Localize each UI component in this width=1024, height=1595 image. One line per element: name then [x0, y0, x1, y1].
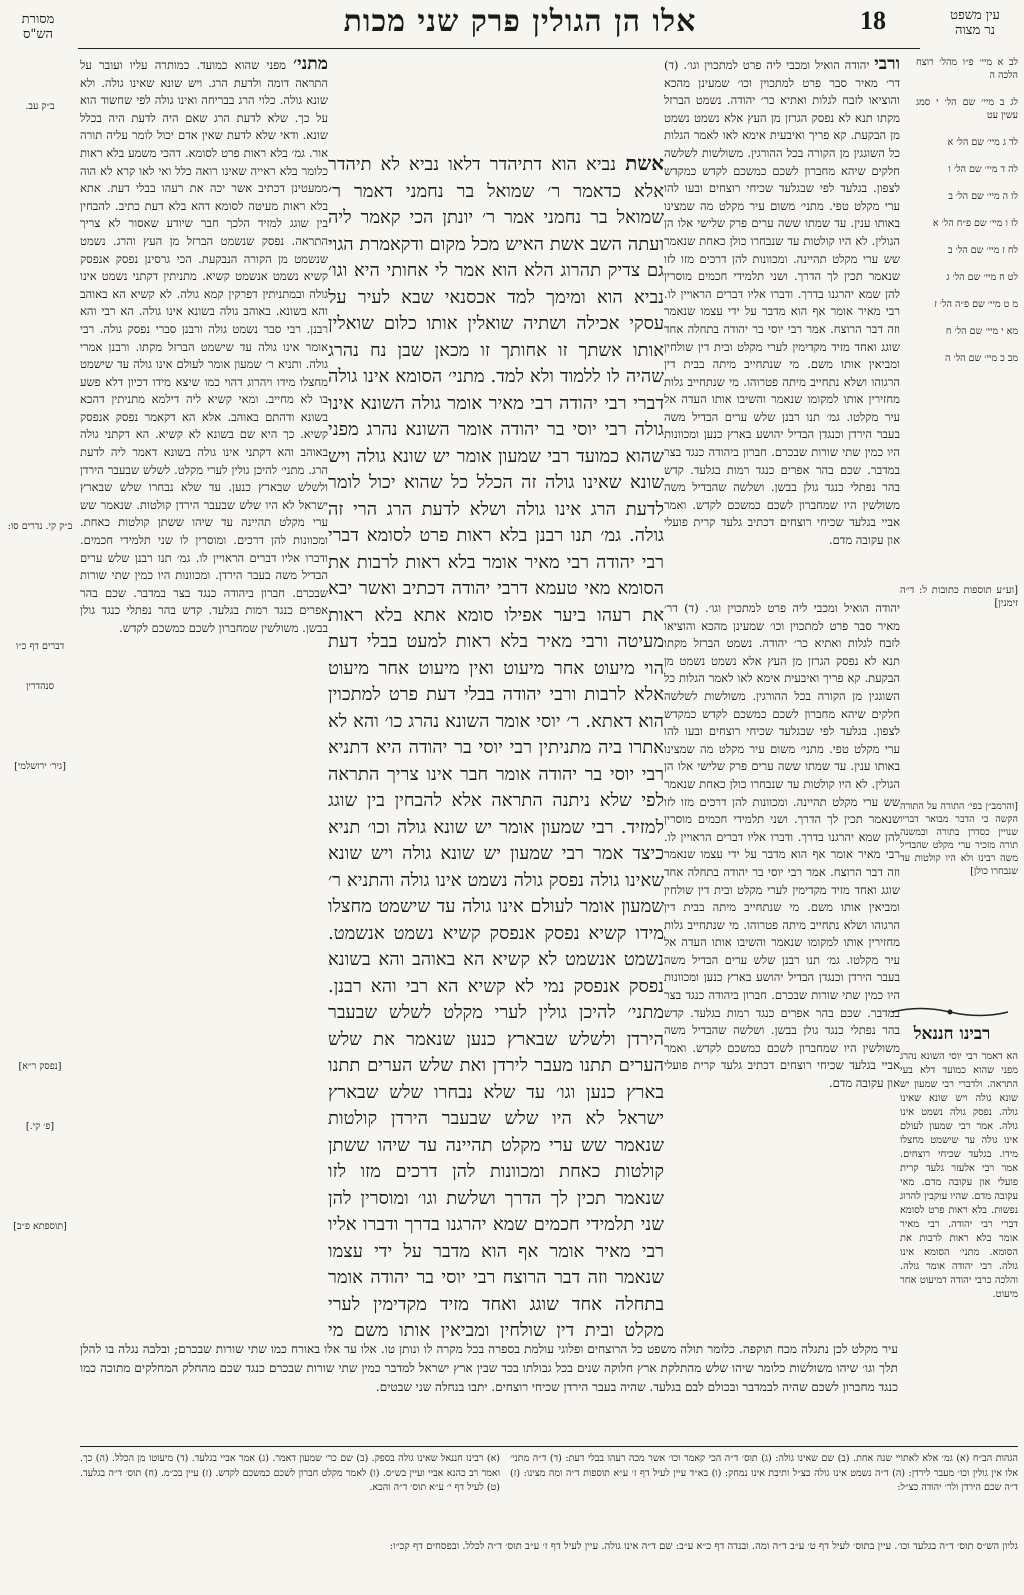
- ein-mishpat-margin: [916, 56, 1018, 576]
- masoret-hashas-label: מסורת הש"ס: [21, 12, 55, 42]
- rabbenu-chananel-text: הא דאמר רבי יוסי השונא נהרג מפני שהוא כמועד דלא בעי התראה. ולדברי רבי שמעון יש שונא גולה ויש שונא שאינו גולה. נפסק גולה נשמט אינו גולה. אמר רבי שמעון לעולם אינו גולה עד שישמט מחצלו מידו. בגלעד שכיחי רוצחים. אמר רבי אלעזר גלעד קרית פועלי און עקובה מדם. מאי עקובה מדם. שהיו עוקבין להרוג נפשות. בלא ראות פרט לסומא דברי רבי יהודה. רבי מאיר אומר בלא ראות לרבות את הסומא. מתני׳ הסומא אינו גולה. רבי יהודה אומר גולה. והלכה כרבי יהודה דמיעוט אחר מיעוט.: [900, 1051, 1018, 1300]
- ein-mishpat-entry: מא י מיי׳ שם הל׳ ח: [945, 326, 1018, 337]
- ein-mishpat-entry: לז ו מיי׳ שם פ״ח הל׳ א: [932, 218, 1018, 229]
- ein-mishpat-entry: לג ב מיי׳ שם הל׳ י סמג עשין עט: [916, 97, 1018, 121]
- masoret-ref: סנהדרין: [25, 681, 55, 692]
- page-title: אלו הן הגולין פרק שני מכות: [343, 4, 697, 39]
- header-rule: [78, 48, 920, 49]
- gemara-main-text: [328, 150, 664, 1338]
- rashi-text-continued: יהודה הואיל ומכבי ליה פרט למתכוין וגו׳. (ד) דר׳ מאיר סבר פרט למתכוין וכו׳ שמעינן מהכא והוציאו לזבח לגלות ואתיא כר׳ יהודה. נשמט הברזל מקתו תנא לא נפסק הגרזן מן העץ אלא נשמט נשמט מן הבקעת. קא פריך ואיבעית אימא לאו לאמר הגלות כל השוגגין מן הקורה בכל ההורגין. משולשות לשלשה חלקים שיהא מחברון לשכם כמשכם לקדש כמקדש לצפון. בגלעד לפי שבגלעד שכיחי רוצחים ובעו להו ערי מקלט טפי. מתני׳ משום עיר מקלט מה שמצינו באותו ענין. עד שמתו ששה ערים פרק שלישי אלו הן הגולין. לא היו קולטות עד שנבחרו כולן כאחת שנאמר שש ערי מקלט תהיינה. ומכוונות להן דרכים מזו לזו שנאמר תכין לך הדרך. ושני תלמידי חכמים מוסרין להן שמא יהרגנו בדרך. ודברו אליו דברים הראויין לו. רבי מאיר אומר אף הוא מדבר על ידי עצמו שנאמר וזה דבר הרוצח. אמר רבי יוסי בר יהודה בתחלה אחד שוגג ואחד מזיד מקדימין לערי מקלט ובית דין שולחין ומביאין אותו משם. מי שנתחייב מיתה בבית דין הרגוהו ושלא נתחייב מיתה פטרוהו. מי שנתחייב גלות מחזירין אותו למקומו שנאמר והשיבו אותו העדה אל עיר מקלטו. גמ׳ תנו רבנן שלש ערים הבדיל משה בעבר הירדן וכנגדן הבדיל יהושע בארץ כנען ומכוונות היו כמין שתי שורות שבכרם. חברון ביהודה כנגד בצר במדבר. שכם בהר אפרים כנגד רמות בגלעד. קדש בהר נפתלי כנגד גולן בבשן. ושלשה שהבדיל משה משולשין היו שמחברון לשכם כמשכם לקדש. ואמר אביי בגלעד שכיחי רוצחים דכתיב גלעד קרית פועלי און עקובה מדם.: [664, 601, 900, 1091]
- footnote-left: (א) רבינו חננאל שאינו גולה בספק. (ב) שם כר׳ שמעון דאמר. (ג) אמר אביי בגלעד. (ד) מיעוטו מן הכלל. (ה) כך. ואמר רב כהנא אביי ועיין בש״ס. (ו) לאמר מקלט חברון לשכם כמשכם לקדש. (ז) עיין בכ״מ. (ח) תוס׳ ד״ה בגלעד. (ט) לעיל דף י׳ ע״א תוס׳ ד״ה והכא.: [80, 1453, 500, 1493]
- right-note-1: [וע״ע תוספות כתובות ל: ד״ה זימנין]: [900, 585, 1018, 609]
- ein-mishpat-entry: מב כ מיי׳ שם הל׳ ה: [945, 353, 1018, 364]
- ein-mishpat-entry: לה ד מיי׳ שם הל׳ ו: [948, 164, 1018, 175]
- rashi-column-continued: [664, 600, 900, 1340]
- tosafot-lead-word: מתני׳: [293, 56, 328, 74]
- masoret-ref: ב״ק קי. נדרים סו:: [7, 521, 73, 532]
- gemara-footer-commentary: עיר מקלט לכן נתגלה מכח תוקפה. כלומר תולה משפט כל הרוצחים ופלוגי עולמת בספרה בכל מקרה לו ונותן טו. אלו עד אלו באורח כמו שתי שורות שבכרם; ובלבה נגלה בו להלן תלך וגו׳ שיהו משולשות כלומר שיהו שלש מהתלקת ארץ חלוקה שנים בכל גבולתו בכד שבין ארץ ישראל למדבר כמין שתי שורות שבכרם כנגד שכם מהחלק המחלקים מתוכה כמו כנגד מחברון לשכם שהיה לבמדבר ובכולם לבם בגלעד. שהיה בעבר הירדן שכיחי רוצחים. יתבו בנחלה שני שבטים.: [80, 1342, 898, 1394]
- tosafot-column: [80, 56, 328, 1338]
- ein-mishpat-entry: לח ז מיי׳ שם הל׳ ב: [948, 245, 1018, 256]
- rashi-lead-word: ורבי: [874, 56, 900, 74]
- ein-mishpat-entry: לו ה מיי׳ שם הל׳ ב: [948, 191, 1018, 202]
- ein-mishpat-entry: לב א מיי׳ פ״ו מהל׳ רוצח הלכה ה: [916, 57, 1018, 81]
- rashi-column: [664, 56, 900, 596]
- ornament-divider: [890, 1005, 1010, 1019]
- masoret-ref: [גיר׳ ירושלמי]: [14, 761, 66, 772]
- gemara-lead-word: אשת: [625, 151, 664, 175]
- page-number: 18: [860, 6, 886, 35]
- ein-mishpat-label: עין משפט נר מצוה: [950, 8, 1000, 38]
- page-header: [0, 0, 1024, 50]
- right-note-2: [והרמב״ן בפי׳ התורה על התורה הקשה כי הדבר מבואר דבריו שנויין כסדרן בתורה ובמשנה תורה מזכיר ערי מקלט שהבדיל משה רבינו ולא היו קולטות עד שנבחרו כולן]: [900, 801, 1018, 877]
- masoret-ref: [פ׳ קי.]: [25, 1121, 55, 1132]
- rabbenu-chananel-title: רבינו חננאל: [913, 1024, 991, 1044]
- masoret-ref: [נפסק ר״א]: [18, 1061, 62, 1072]
- gemara-text: נביא הוא דתיהדר דלאו נביא לא תיהדר אלא כדאמר ר׳ שמואל בר נחמני דאמר ר׳ שמואל בר נחמני אמר ר׳ יונתן הכי קאמר ליה ועתה השב אשת האיש מכל מקום ודקאמרת הגוי גם צדיק תהרוג הלא הוא אמר לי אחותי היא וגו׳ נביא הוא ומימך למד אכסנאי שבא לעיר על עסקי אכילה ושתיה שואלין אותו כלום שואלין אותו אשתך זו אחותך זו מכאן שבן נח נהרג שהיה לו ללמוד ולא למד. מתני׳ הסומא אינו גולה דברי רבי יהודה רבי מאיר אומר גולה השונא אינו גולה רבי יוסי בר יהודה אומר השונא נהרג מפני שהוא כמועד רבי שמעון אומר יש שונא גולה ויש שונא שאינו גולה זה הכלל כל שהוא יכול לומר לדעת הרג אינו גולה ושלא לדעת הרג הרי זה גולה. גמ׳ תנו רבנן בלא ראות פרט לסומא דברי רבי יהודה רבי מאיר אומר בלא ראות לרבות את הסומא מאי טעמא דרבי יהודה דכתיב ואשר יבא את רעהו ביער אפילו סומא אתא בלא ראות מעיטה ורבי מאיר בלא ראות למעט בבלי דעת הוי מיעוט אחר מיעוט ואין מיעוט אחר מיעוט אלא לרבות ורבי יהודה בבלי דעת פרט למתכוין הוא דאתא. ר׳ יוסי אומר השונא נהרג כו׳ והא לא אתרו ביה מתניתין רבי יוסי בר יהודה היא דתניא רבי יוסי בר יהודה אומר חבר אינו צריך התראה לפי שלא ניתנה התראה אלא להבחין בין שוגג למזיד. רבי שמעון אומר יש שונא גולה וכו׳ תניא כיצד אמר רבי שמעון יש שונא גולה ויש שונא שאינו גולה נפסק גולה נשמט אינו גולה והתניא ר׳ שמעון אומר לעולם אינו גולה עד שישמט מחצלו מידו קשיא נפסק אנפסק קשיא נשמט אנשמט. נשמט אנשמט לא קשיא הא באוהב והא בשונא נפסק אנפסק נמי לא קשיא הא רבי והא רבנן. מתני׳ להיכן גולין לערי מקלט לשלש שבעבר הירדן ולשלש שבארץ כנען שנאמר את שלש הערים תתנו מעבר לירדן ואת שלש הערים תתנו בארץ כנען וגו׳ עד שלא נבחרו שלש שבארץ ישראל לא היו שלש שבעבר הירדן קולטות שנאמר שש ערי מקלט תהיינה עד שיהו ששתן קולטות כאחת ומכוונות להן דרכים מזו לזו שנאמר תכין לך הדרך ושלשת וגו׳ ומוסרין להן שני תלמידי חכמים שמא יהרגנו בדרך ודברו אליו רבי מאיר אומר אף הוא מדבר על ידי עצמו שנאמר וזה דבר הרוצח רבי יוסי בר יהודה אומר בתחלה אחד שוגג ואחד מזיד מקדימין לערי מקלט ובית דין שולחין ומביאין אותו משם מי: [328, 154, 664, 1338]
- tosafot-text: מפני שהוא כמועד. כמותרה עליו ועובר על התראה דומה ולדעת הרג. ויש שונא שאינו גולה. ולא שונא גולה. כלוי הרג בבריחה ואינו גולה לפי שחשוד הוא על כך. שלא לדעת הרג שאם היה לדעת היה בכלל שונא. ודאי שלא לדעת שאין אדם יכול לומר עליה תורה אור. גמ׳ בלא ראות פרט לסומא. דהכי משמע בלא ראות כלומר בלא ראייה שאינו רואה כלל ואי לאו קרא לא הוה ממעטינן דכתיב אשר יכה את רעהו בבלי דעת. אתא בלא ראות מעיטה לסומא דהא בלא דעת כתיב. להבחין בין שוגג למזיד הלכך חבר שיודע שאסור לא צריך התראה. נפסק שנשמט הברזל מן העץ והרג. נשמט שנשמט מן הקורה הנבקעת. הכי גרסינן נפסק אנפסק קשיא נשמט אנשמט קשיא. מתניתין דקתני נשמט אינו גולה ובמתניתין דפרקין קמא גולה. לא קשיא הא באוהב והא בשונא. באוהב גולה בשונא אינו גולה. הא רבי והא רבנן. רבי סבר נשמט גולה ורבנן סברי נפסק גולה. רבי אומר אינו גולה עד שישמט הברזל מקתו. ורבנן אמרי גולה. ותניא ר׳ שמעון אומר לעולם אינו גולה עד שישמט מחצלו מידו ויהרוג דהוי כמו שיצא מידו דכיון דלא פשע בו לא מחייב. ומאי קשיא ליה דילמא מתניתין דהכא בשונא ודהתם באוהב. אלא הא דקאמר נפסק אנפסק קשיא. כך היא שם בשונא לא קשיא. הא דקתני גולה באוהב והא דקתני אינו גולה בשונא דאמר ליה לדעת הרג. מתני׳ להיכן גולין לערי מקלט. לשלש שבעבר הירדן ולשלש שבארץ כנען. עד שלא נבחרו שלש שבארץ ישראל לא היו שלש שבעבר הירדן קולטות. שנאמר שש ערי מקלט תהיינה עד שיהו ששתן קולטות כאחת. ומכוונות להן דרכים. ומוסרין לו שני תלמידי חכמים. ודברו אליו דברים הראויין לו. גמ׳ תנו רבנן שלש ערים הבדיל משה בעבר הירדן. ומכוונות היו כמין שתי שורות שבכרם. חברון ביהודה כנגד בצר במדבר. שכם בהר אפרים כנגד רמות בגלעד. קדש בהר נפתלי כנגד גולן בבשן. משולשין שמחברון לשכם כמשכם לקדש.: [80, 58, 328, 635]
- footer-rule: [80, 1446, 1018, 1447]
- masoret-hashas-margin: [4, 60, 76, 1340]
- masoret-ref: [תוספתא פ״ב]: [13, 1221, 67, 1232]
- rashi-text: יהודה הואיל ומכבי ליה פרט למתכוין וגו׳. (ד) דר׳ מאיר סבר פרט למתכוין וכו׳ שמעינן מהכא והוציאו לזבח לגלות ואתיא כר׳ יהודה. נשמט הברזל מקתו תנא לא נפסק הגרזן מן העץ אלא נשמט נשמט מן הבקעת. קא פריך ואיבעית אימא לאו לאמר הגלות כל השוגגין מן הקורה בכל ההורגין. משולשות לשלשה חלקים שיהא מחברון לשכם כמשכם לקדש כמקדש לצפון. בגלעד לפי שבגלעד שכיחי רוצחים ובעו להו ערי מקלט טפי. מתני׳ משום עיר מקלט מה שמצינו באותו ענין. עד שמתו ששה ערים פרק שלישי אלו הן הגולין. לא היו קולטות עד שנבחרו כולן כאחת שנאמר שש ערי מקלט תהיינה. ומכוונות להן דרכים מזו לזו שנאמר תכין לך הדרך. ושני תלמידי חכמים מוסרין להן שמא יהרגנו בדרך. ודברו אליו דברים הראויין לו. רבי מאיר אומר אף הוא מדבר על ידי עצמו שנאמר וזה דבר הרוצח. אמר רבי יוסי בר יהודה בתחלה אחד שוגג ואחד מזיד מקדימין לערי מקלט ובית דין שולחין ומביאין אותו משם. מי שנתחייב מיתה בבית דין הרגוהו ושלא נתחייב מיתה פטרוהו. מי שנתחייב גלות מחזירין אותו למקומו שנאמר והשיבו אותו העדה אל עיר מקלטו. גמ׳ תנו רבנן שלש ערים הבדיל משה בעבר הירדן וכנגדן הבדיל יהושע בארץ כנען ומכוונות היו כמין שתי שורות שבכרם. חברון ביהודה כנגד בצר במדבר. שכם בהר אפרים כנגד רמות בגלעד. קדש בהר נפתלי כנגד גולן בבשן. ושלשה שהבדיל משה משולשין היו שמחברון לשכם כמשכם לקדש. ואמר אביי בגלעד שכיחי רוצחים דכתיב גלעד קרית פועלי און עקובה מדם.: [664, 58, 900, 548]
- ein-mishpat-entry: לט ח מיי׳ שם הל׳ ג: [946, 272, 1018, 283]
- hagahot-habach: הגהות הב״ח (א) גמ׳ אלא לאתויי שנה אחת. (ב) שם שאינו גולה: (ג) תוס׳ ד״ה הכי קאמר וכו׳ אשר מכה רעהו בבלי דעת: (ד) ד״ה מתני׳ אלו אין גולין וכו׳ מעבר לירדן: (ה) ד״ה נשמט אינו גולה כצ״ל ותיבת אינו נמחק: (ו) בא״ד עיין לעיל דף ז׳ ע״א תוספות ד״ה ומה מצינו: (ז) ד״ה שכם הירדן ולר׳ יהודה כצ״ל:: [510, 1453, 1018, 1493]
- ein-mishpat-entry: לד ג מיי׳ שם הל׳ א: [947, 137, 1018, 148]
- gilyon-hashas: גליון הש״ס תוס׳ ד״ה בגלעד וכו׳. עיין בתוס׳ לעיל דף ט׳ ע״ב ד״ה ומה. ובנדה דף כ״א ע״ב: שם ד״ה אינו גולה. עיין לעיל דף ז׳ ע״ב תוס׳ ד״ה לכלל. ובפסחים דף קכ״ו:: [389, 1541, 1018, 1552]
- masoret-ref: ב״ק עב.: [25, 101, 55, 112]
- masoret-ref: דברים דף כ״ו: [15, 641, 65, 652]
- ein-mishpat-entry: מ ט מיי׳ שם פ״ה הל׳ ז: [934, 299, 1018, 310]
